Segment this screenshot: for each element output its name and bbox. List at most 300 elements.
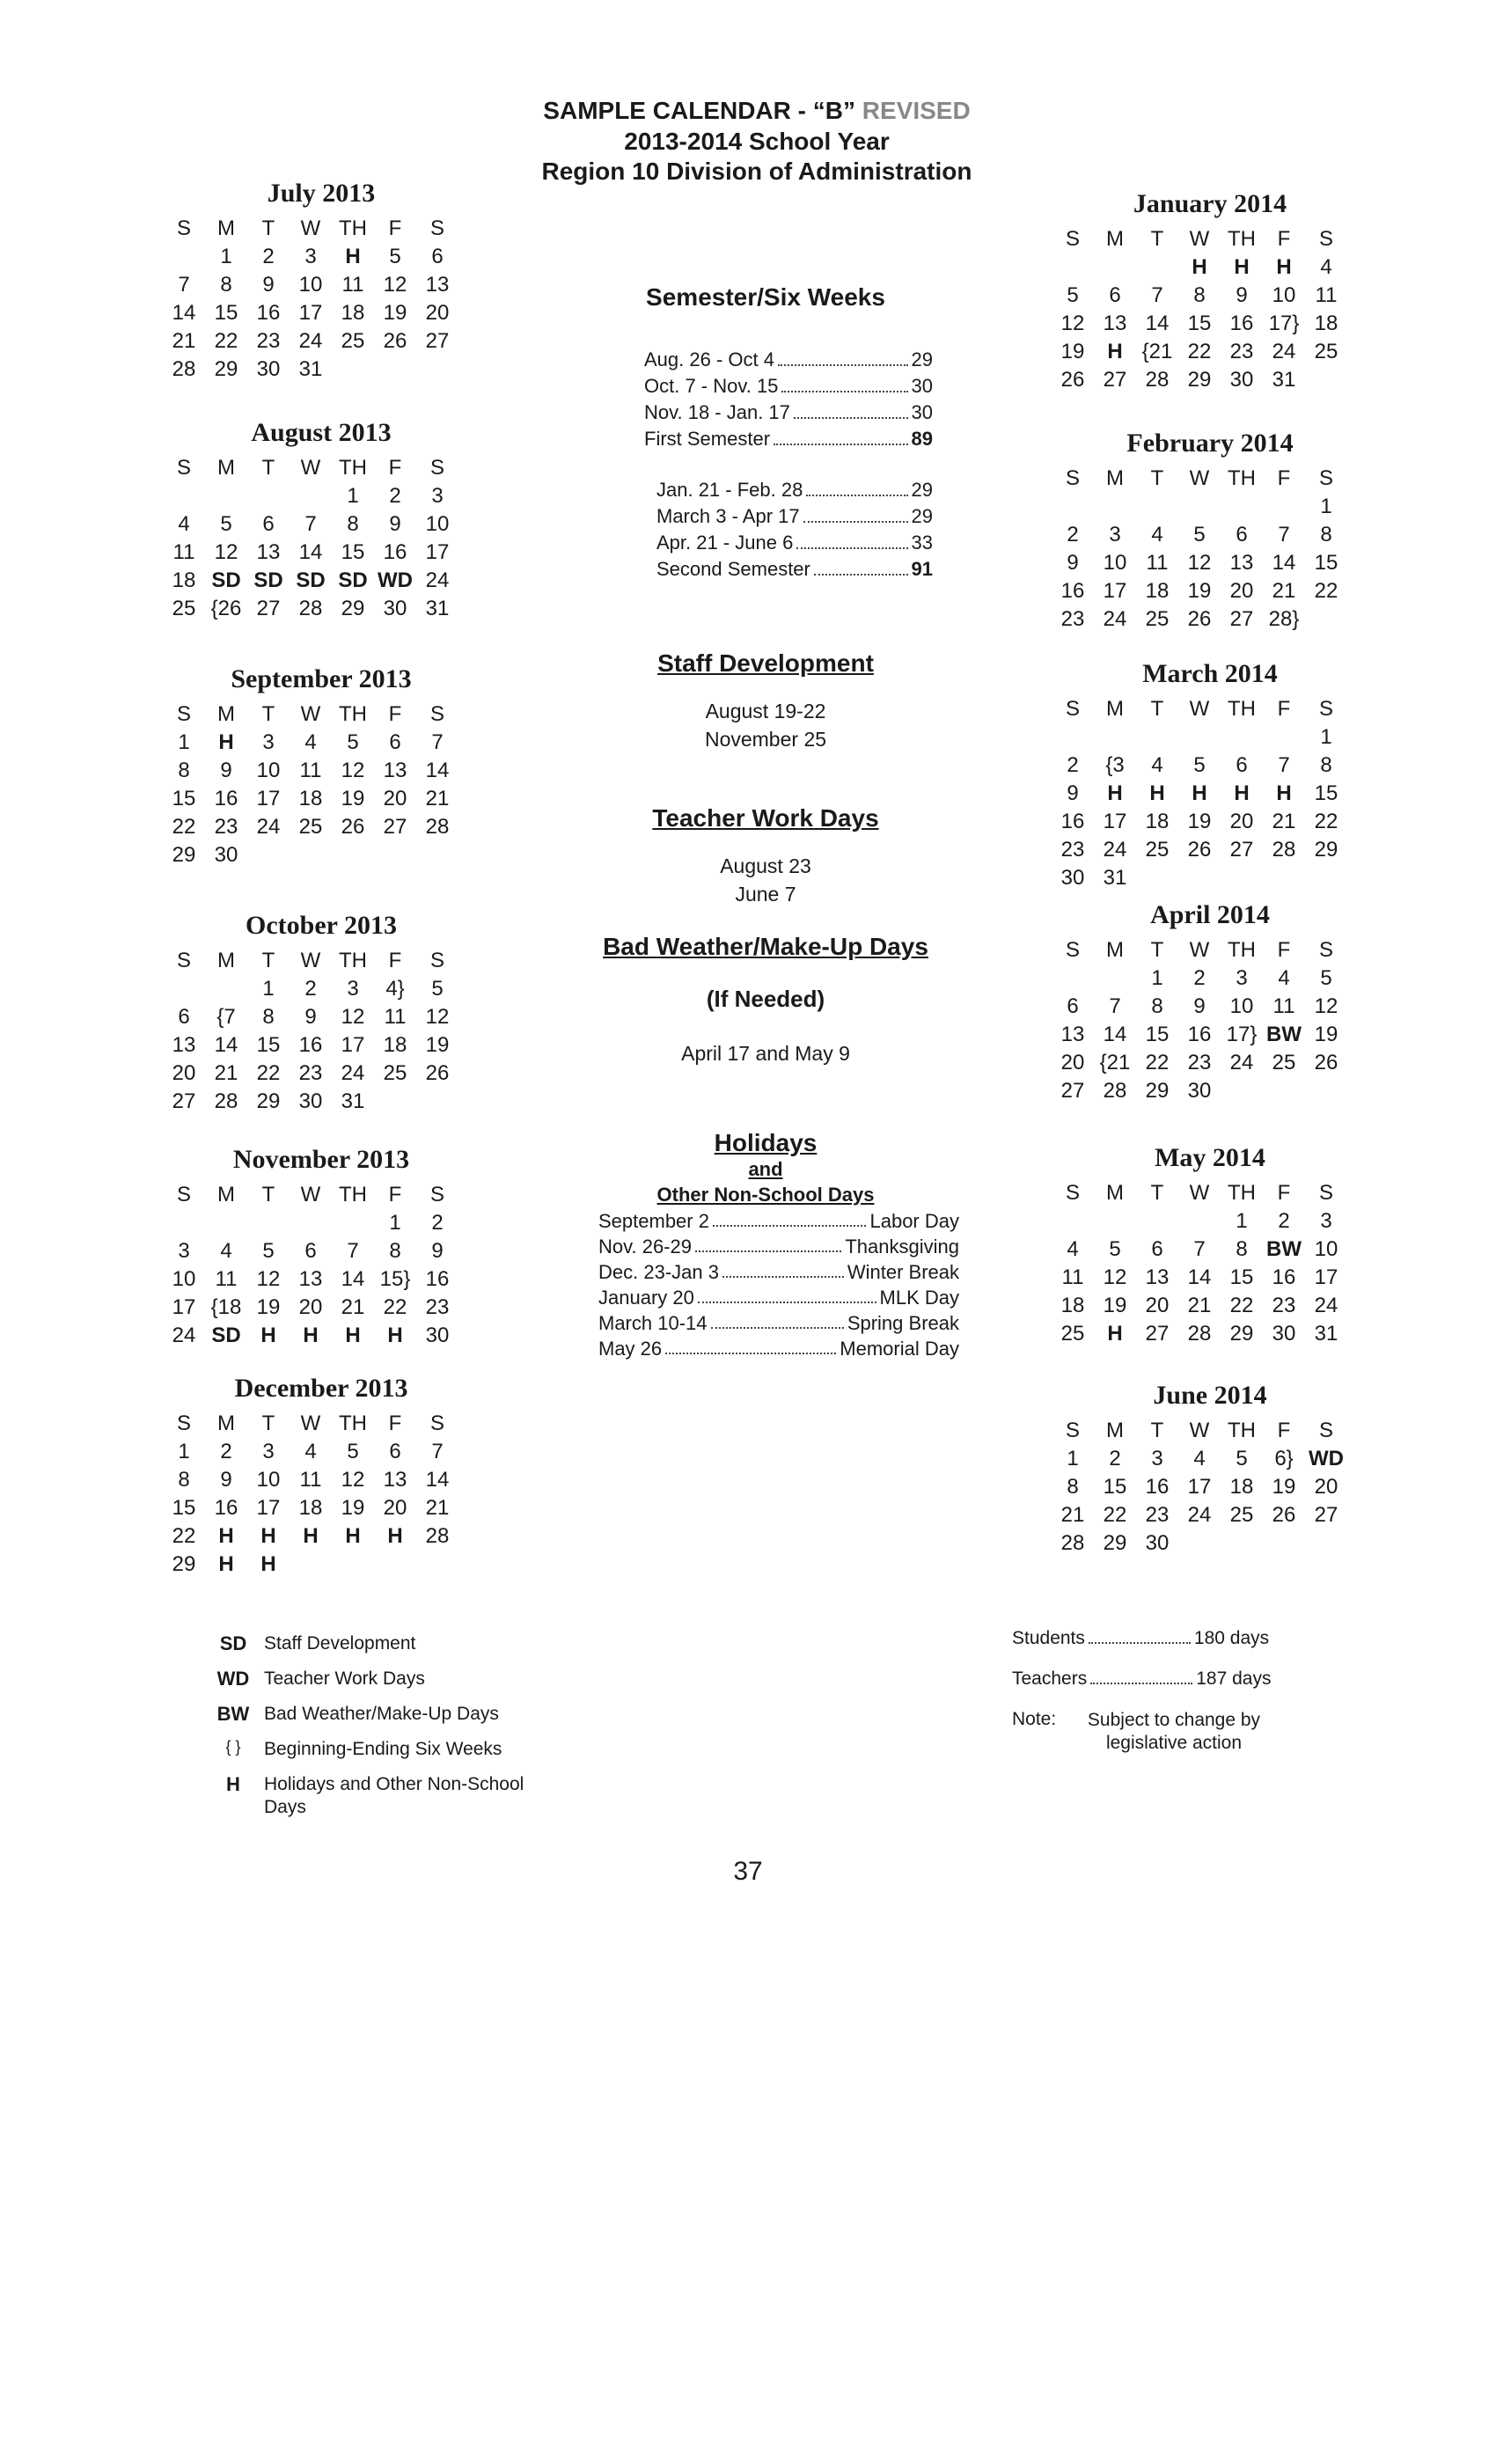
holiday-row-date: May 26	[598, 1338, 663, 1360]
day-cell: 19	[1103, 1294, 1127, 1317]
day-cell: 4	[1193, 1447, 1206, 1470]
weekday-header: S	[1065, 227, 1080, 251]
day-cell: H	[1234, 255, 1250, 279]
weekday-header: S	[176, 702, 191, 726]
holiday-row-name: Memorial Day	[840, 1338, 959, 1360]
weekday-header: TH	[1228, 1419, 1256, 1442]
day-cell: WD	[1309, 1447, 1344, 1470]
holiday-row-date: Dec. 23-Jan 3	[598, 1261, 719, 1283]
day-cell: 3	[1320, 1209, 1332, 1233]
day-cell: 4	[1067, 1237, 1079, 1261]
day-cell: H	[1276, 255, 1292, 279]
day-cell: 6	[178, 1005, 190, 1029]
day-cell: 9	[304, 1005, 317, 1029]
day-cell: 4	[178, 512, 190, 536]
day-cell: 26	[1272, 1503, 1296, 1527]
day-cell: 19	[1272, 1475, 1296, 1499]
day-cell: 17	[425, 540, 450, 564]
weekday-header: W	[300, 456, 321, 480]
leader-dots	[713, 1208, 867, 1227]
day-cell: 31	[298, 357, 323, 381]
weekday-header: F	[388, 1412, 402, 1435]
day-cell: 1	[1151, 966, 1163, 990]
day-cell: 5	[1109, 1237, 1121, 1261]
weekday-header: T	[261, 216, 275, 240]
legend-item	[202, 1668, 572, 1690]
weekday-header: W	[1189, 697, 1210, 721]
day-cell: 18	[1060, 1294, 1085, 1317]
day-cell: 28	[1272, 838, 1296, 862]
day-cell: 11	[215, 1267, 238, 1291]
bad-weather-dates: April 17 and May 9	[681, 1042, 850, 1065]
day-cell: 30	[1145, 1531, 1170, 1555]
day-cell: H	[345, 245, 361, 268]
day-cell: 22	[1314, 810, 1338, 833]
holiday-row	[598, 1310, 959, 1336]
day-cell: 25	[1272, 1051, 1296, 1074]
day-cell: 29	[172, 843, 196, 867]
weekday-header: M	[1106, 1181, 1124, 1205]
day-cell: H	[1276, 781, 1292, 805]
day-cell: 28	[425, 1524, 450, 1548]
day-cell: 8	[1193, 283, 1206, 307]
day-cell: 17	[1187, 1475, 1212, 1499]
day-cell: 14	[1272, 551, 1296, 575]
day-cell: 30	[1272, 1322, 1296, 1346]
staff-development-date: November 25	[704, 728, 827, 751]
day-cell: 6	[1109, 283, 1121, 307]
empty-day	[163, 243, 205, 271]
day-cell: 29	[1145, 1079, 1170, 1103]
holiday-row-date: Nov. 26-29	[598, 1236, 692, 1258]
day-cell: H	[1107, 781, 1123, 805]
empty-day	[332, 1209, 374, 1237]
day-cell: 27	[1314, 1503, 1338, 1527]
weekday-header: M	[217, 949, 235, 972]
calendar-grid	[163, 454, 480, 623]
day-cell: 30	[383, 597, 407, 620]
weekday-header: T	[261, 1183, 275, 1206]
day-cell: 28	[425, 815, 450, 839]
day-cell: 9	[431, 1239, 444, 1263]
day-cell: 17	[1103, 579, 1127, 603]
day-cell: 16	[383, 540, 407, 564]
region-name: Region 10 Division of Administration	[541, 158, 972, 185]
month-title: October 2013	[246, 911, 397, 940]
weekday-header: T	[1150, 227, 1164, 251]
semester-row	[656, 477, 933, 503]
day-cell: H	[303, 1324, 319, 1347]
day-cell: 2	[1109, 1447, 1121, 1470]
day-cell: 1	[347, 484, 359, 508]
day-cell: 4	[1151, 753, 1163, 777]
day-cell: 15	[1314, 551, 1338, 575]
semester-row-value: 89	[911, 428, 933, 450]
semester-row-value: 29	[911, 348, 933, 370]
calendar-grid	[163, 215, 480, 384]
day-cell: 17	[341, 1033, 365, 1057]
weekday-header: M	[217, 1183, 235, 1206]
leader-dots	[806, 477, 907, 496]
empty-day	[1263, 493, 1305, 521]
day-cell: 16	[425, 1267, 450, 1291]
day-cell: 20	[1145, 1294, 1170, 1317]
empty-day	[1136, 493, 1178, 521]
day-cell: 8	[1320, 523, 1332, 546]
day-cell: 1	[262, 977, 275, 1001]
day-cell: 21	[1272, 579, 1296, 603]
day-cell: 19	[1187, 579, 1212, 603]
day-cell: 5	[1320, 966, 1332, 990]
month-october-2013	[163, 908, 480, 1116]
weekday-header: F	[388, 456, 402, 480]
leader-dots	[794, 400, 908, 419]
holiday-row	[598, 1259, 959, 1285]
day-cell: 20	[1229, 579, 1254, 603]
day-cell: 25	[1145, 838, 1170, 862]
legend-description: Holidays and Other Non-School Days	[264, 1774, 524, 1817]
day-cell: 26	[1187, 607, 1212, 631]
weekday-header: M	[217, 216, 235, 240]
semester-row	[644, 400, 933, 426]
day-cell: 20	[1060, 1051, 1085, 1074]
weekday-header: TH	[339, 949, 367, 972]
empty-day	[1052, 723, 1094, 752]
semester-row	[644, 373, 933, 400]
day-cell: 22	[1145, 1051, 1170, 1074]
day-cell: 26	[1314, 1051, 1338, 1074]
day-cell: 3	[304, 245, 317, 268]
day-cell: 3	[1236, 966, 1248, 990]
note-text: Subject to change by legislative action	[1087, 1710, 1261, 1753]
day-cell: 30	[1060, 866, 1085, 890]
day-cell: 2	[1193, 966, 1206, 990]
day-cell: 15	[172, 787, 196, 810]
day-cell: 1	[178, 730, 190, 754]
day-cell: 24	[1103, 607, 1127, 631]
calendar-grid	[163, 700, 480, 869]
day-cell: 23	[1187, 1051, 1212, 1074]
day-cell: 15	[214, 301, 238, 325]
day-cell: 24	[172, 1324, 196, 1347]
day-cell: 16	[1060, 810, 1085, 833]
day-cell: 14	[341, 1267, 365, 1291]
day-cell: 5	[347, 1440, 359, 1463]
day-cell: 14	[1187, 1265, 1212, 1289]
day-cell: 14	[425, 1468, 450, 1492]
day-cell: 13	[172, 1033, 196, 1057]
day-cell: 26	[383, 329, 407, 353]
day-cell: 17	[1103, 810, 1127, 833]
day-cell: H	[1234, 781, 1250, 805]
day-cell: 30	[256, 357, 281, 381]
leader-dots	[778, 347, 908, 366]
day-cell: 15}	[379, 1267, 411, 1291]
month-september-2013	[163, 662, 480, 869]
semester-row-value: 29	[911, 479, 933, 501]
semester-row-label: March 3 - Apr 17	[656, 505, 800, 527]
day-cell: 22	[1314, 579, 1338, 603]
calendar-title-main: SAMPLE CALENDAR - “B”	[543, 97, 862, 124]
day-cell: 13	[1145, 1265, 1170, 1289]
day-cell: 7	[1278, 523, 1290, 546]
day-cell: 12	[214, 540, 238, 564]
semester-row-label: Second Semester	[656, 558, 810, 580]
semester-row	[656, 503, 933, 530]
day-cell: BW	[1266, 1237, 1302, 1261]
day-cell: 16	[1272, 1265, 1296, 1289]
calendar-grid	[1052, 465, 1368, 634]
empty-day	[205, 1209, 247, 1237]
day-cell: 25	[298, 815, 323, 839]
day-cell: 16	[298, 1033, 323, 1057]
bad-weather-title: Bad Weather/Make-Up Days	[603, 933, 928, 960]
day-cell: 7	[431, 1440, 444, 1463]
empty-day	[205, 482, 247, 510]
weekday-header: S	[429, 1183, 444, 1206]
day-cell: 15	[341, 540, 365, 564]
day-cell: H	[218, 1552, 234, 1576]
day-cell: 6	[304, 1239, 317, 1263]
day-cell: 2	[304, 977, 317, 1001]
day-cell: H	[218, 730, 234, 754]
day-cell: 19	[341, 787, 365, 810]
day-cell: 10	[425, 512, 450, 536]
day-cell: 28	[172, 357, 196, 381]
day-cell: 6	[1067, 994, 1079, 1018]
day-cell: 9	[1067, 551, 1079, 575]
weekday-header: F	[388, 1183, 402, 1206]
day-cell: 10	[1314, 1237, 1338, 1261]
day-cell: 2	[220, 1440, 232, 1463]
month-january-2014	[1052, 187, 1368, 394]
legend-code: BW	[216, 1703, 250, 1725]
day-cell: 25	[1145, 607, 1170, 631]
day-cell: 12	[341, 1468, 365, 1492]
month-july-2013	[163, 176, 480, 384]
month-february-2014	[1052, 426, 1368, 634]
calendar-grid	[1052, 695, 1368, 892]
day-cell: 30	[214, 843, 238, 867]
leader-dots	[665, 1336, 836, 1354]
day-cell: {18	[210, 1295, 242, 1319]
empty-day	[1178, 1207, 1221, 1236]
month-march-2014	[1052, 656, 1368, 892]
day-cell: 3	[431, 484, 444, 508]
holiday-row	[598, 1285, 959, 1310]
semester-row-label: Apr. 21 - June 6	[656, 532, 794, 554]
day-cell: 18	[341, 301, 365, 325]
day-cell: 14	[298, 540, 323, 564]
day-cell: 11	[1061, 1265, 1084, 1289]
empty-day	[1221, 493, 1263, 521]
empty-day	[163, 975, 205, 1003]
day-cell: 1	[178, 1440, 190, 1463]
weekday-header: S	[429, 949, 444, 972]
day-cell: 20	[1229, 810, 1254, 833]
day-cell: 8	[389, 1239, 401, 1263]
month-title: February 2014	[1126, 429, 1294, 458]
semester-row-label: Aug. 26 - Oct 4	[644, 348, 774, 370]
day-cell: 5	[431, 977, 444, 1001]
weekday-header: S	[1318, 697, 1333, 721]
day-cell: 24	[425, 568, 450, 592]
day-cell: 5	[262, 1239, 275, 1263]
day-cell: 26	[341, 815, 365, 839]
day-cell: 21	[341, 1295, 365, 1319]
day-cell: 7	[1109, 994, 1121, 1018]
page-number: 37	[733, 1857, 763, 1886]
day-cell: 4	[304, 1440, 317, 1463]
empty-day	[1221, 723, 1263, 752]
day-cell: 12	[1060, 312, 1085, 335]
day-cell: 12	[383, 273, 407, 297]
day-cell: 16	[1187, 1023, 1212, 1046]
day-cell: 6	[389, 730, 401, 754]
weekday-header: S	[176, 216, 191, 240]
day-cell: 15	[1145, 1023, 1170, 1046]
empty-day	[1052, 964, 1094, 993]
day-cell: 1	[220, 245, 232, 268]
weekday-header: S	[176, 1412, 191, 1435]
day-cell: 30	[1229, 368, 1254, 392]
day-cell: 17	[256, 1496, 281, 1520]
weekday-header: F	[1277, 697, 1291, 721]
note-label: Note:	[1012, 1709, 1057, 1729]
empty-day	[290, 1209, 332, 1237]
day-cell: 11	[172, 540, 195, 564]
month-december-2013	[163, 1371, 480, 1579]
teachers-days	[1012, 1668, 1329, 1690]
empty-day	[1094, 253, 1136, 282]
day-cell: 8	[1320, 753, 1332, 777]
day-cell: 3	[1151, 1447, 1163, 1470]
holiday-row-date: January 20	[598, 1287, 694, 1309]
day-cell: 8	[1236, 1237, 1248, 1261]
day-cell: 11	[1315, 283, 1338, 307]
day-cell: 10	[298, 273, 323, 297]
teacher-work-day-date: June 7	[735, 883, 796, 906]
day-cell: 31	[1103, 866, 1127, 890]
weekday-header: T	[1150, 697, 1164, 721]
semester-row	[656, 556, 933, 583]
day-cell: 29	[172, 1552, 196, 1576]
leader-dots	[1089, 1628, 1191, 1644]
students-days	[1012, 1628, 1329, 1649]
day-cell: 6	[431, 245, 444, 268]
day-cell: 2	[431, 1211, 444, 1235]
month-title: March 2014	[1142, 659, 1278, 688]
legend-code: WD	[216, 1668, 250, 1690]
day-cell: 22	[1229, 1294, 1254, 1317]
day-cell: 6}	[1274, 1447, 1294, 1470]
day-cell: 12	[341, 1005, 365, 1029]
day-cell: 22	[1103, 1503, 1127, 1527]
semester-row-value: 30	[911, 401, 933, 423]
day-cell: 25	[341, 329, 365, 353]
weekday-header: S	[176, 1183, 191, 1206]
weekday-header: W	[300, 949, 321, 972]
day-cell: 23	[298, 1061, 323, 1085]
day-cell: 13	[383, 759, 407, 782]
holidays-and: and	[748, 1158, 783, 1180]
weekday-header: F	[388, 702, 402, 726]
day-cell: 24	[298, 329, 323, 353]
month-title: July 2013	[267, 179, 376, 208]
semester-row	[656, 530, 933, 556]
day-cell: 13	[256, 540, 281, 564]
day-cell: 14	[214, 1033, 238, 1057]
day-cell: 9	[220, 1468, 232, 1492]
legend-item	[202, 1703, 572, 1726]
day-cell: 13	[298, 1267, 323, 1291]
day-cell: 28	[1187, 1322, 1212, 1346]
day-cell: 31	[1272, 368, 1296, 392]
weekday-header: F	[1277, 938, 1291, 962]
day-cell: 23	[1229, 340, 1254, 363]
weekday-header: F	[1277, 466, 1291, 490]
weekday-header: M	[1106, 466, 1124, 490]
weekday-header: T	[261, 949, 275, 972]
legend-description: Staff Development	[264, 1633, 416, 1654]
day-cell: 11	[1146, 551, 1169, 575]
day-cell: 24	[256, 815, 281, 839]
day-cell: 31	[1314, 1322, 1338, 1346]
day-cell: 21	[1187, 1294, 1212, 1317]
weekday-header: M	[217, 702, 235, 726]
day-cell: 28	[1103, 1079, 1127, 1103]
holiday-row-date: March 10-14	[598, 1312, 708, 1334]
empty-day	[163, 482, 205, 510]
day-cell: 23	[1060, 607, 1085, 631]
day-cell: 28	[298, 597, 323, 620]
weekday-header: T	[1150, 466, 1164, 490]
weekday-header: S	[1318, 1181, 1333, 1205]
day-cell: 9	[1236, 283, 1248, 307]
calendar-grid	[1052, 936, 1368, 1105]
weekday-header: M	[217, 1412, 235, 1435]
day-cell: 21	[172, 329, 196, 353]
semester-title: Semester/Six Weeks	[646, 283, 885, 311]
day-cell: 26	[425, 1061, 450, 1085]
empty-day	[1136, 253, 1178, 282]
calendar-grid	[163, 947, 480, 1116]
day-cell: 21	[1272, 810, 1296, 833]
day-cell: 18	[383, 1033, 407, 1057]
day-cell: {21	[1141, 340, 1173, 363]
day-cell: 18	[1145, 810, 1170, 833]
day-cell: {21	[1099, 1051, 1131, 1074]
empty-day	[247, 482, 290, 510]
weekday-header: S	[1318, 1419, 1333, 1442]
weekday-header: TH	[1228, 938, 1256, 962]
empty-day	[205, 975, 247, 1003]
day-cell: H	[1192, 781, 1207, 805]
day-cell: 24	[1229, 1051, 1254, 1074]
legend-description: Beginning-Ending Six Weeks	[264, 1739, 502, 1759]
day-cell: 23	[425, 1295, 450, 1319]
day-cell: SD	[296, 568, 326, 592]
weekday-header: S	[1065, 697, 1080, 721]
weekday-header: M	[217, 456, 235, 480]
holiday-row-name: Labor Day	[869, 1210, 959, 1232]
day-cell: 30	[1187, 1079, 1212, 1103]
day-cell: 11	[299, 759, 322, 782]
weekday-header: W	[1189, 1419, 1210, 1442]
weekday-header: F	[1277, 227, 1291, 251]
day-cell: 21	[214, 1061, 238, 1085]
day-cell: 3	[262, 730, 275, 754]
